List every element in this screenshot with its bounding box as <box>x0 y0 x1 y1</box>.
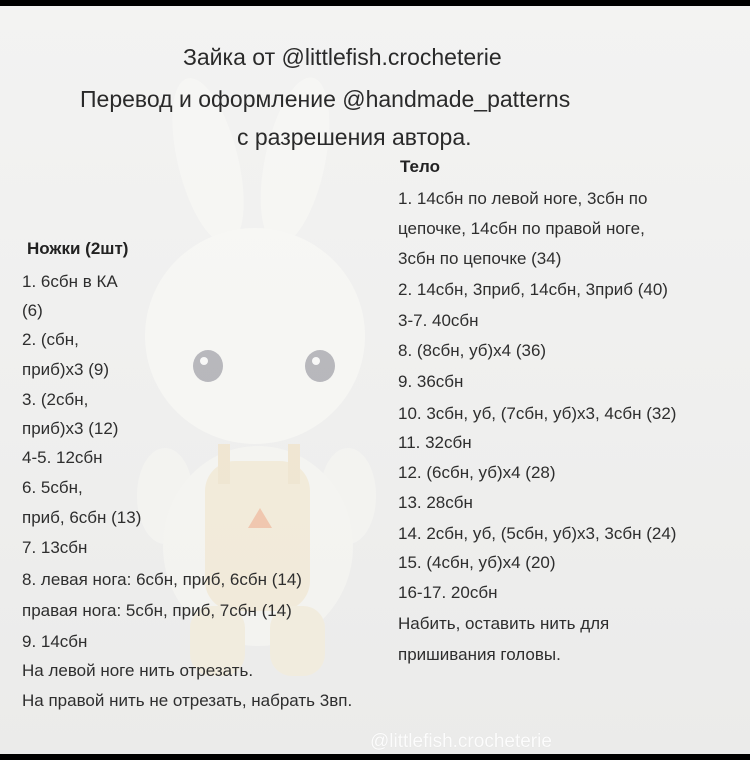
watermark: @littlefish.crocheterie <box>370 731 552 752</box>
legs-line: приб)х3 (9) <box>22 360 110 379</box>
bunny-toy-illustration <box>120 66 440 686</box>
legs-heading: Ножки (2шт) <box>27 239 129 258</box>
body-line: цепочке, 14сбн по правой ноге, <box>398 219 645 238</box>
legs-line: На правой нить не отрезать, набрать 3вп. <box>22 691 353 710</box>
title-line-3: с разрешения автора. <box>237 124 472 150</box>
legs-line: 2. (сбн, <box>22 330 79 349</box>
body-line: 9. 36сбн <box>398 372 464 391</box>
legs-line: 1. 6сбн в КА <box>22 272 118 291</box>
body-line: 12. (6сбн, уб)х4 (28) <box>398 463 556 482</box>
legs-line: 6. 5сбн, <box>22 478 83 497</box>
body-line: 1. 14сбн по левой ноге, 3сбн по <box>398 189 648 208</box>
body-line: 14. 2сбн, уб, (5сбн, уб)х3, 3сбн (24) <box>398 524 677 543</box>
body-line: Набить, оставить нить для <box>398 614 610 633</box>
body-line: 8. (8сбн, уб)х4 (36) <box>398 341 547 360</box>
legs-line: приб)х3 (12) <box>22 419 119 438</box>
legs-line: 7. 13сбн <box>22 538 88 557</box>
legs-line: 4-5. 12сбн <box>22 448 103 467</box>
legs-line: 9. 14сбн <box>22 632 88 651</box>
legs-line: (6) <box>22 301 43 320</box>
legs-line: приб, 6сбн (13) <box>22 508 142 527</box>
legs-line: 3. (2сбн, <box>22 390 89 409</box>
body-line: 3-7. 40сбн <box>398 311 479 330</box>
pattern-photo <box>0 6 750 754</box>
body-heading: Тело <box>400 157 440 176</box>
body-line: 10. 3сбн, уб, (7сбн, уб)х3, 4сбн (32) <box>398 404 677 423</box>
body-line: 13. 28сбн <box>398 493 473 512</box>
title-line-1: Зайка от @littlefish.crocheterie <box>183 44 502 70</box>
body-line: 3сбн по цепочке (34) <box>398 249 562 268</box>
legs-line: правая нога: 5сбн, приб, 7сбн (14) <box>22 601 292 620</box>
title-line-2: Перевод и оформление @handmade_patterns <box>80 86 571 112</box>
body-line: пришивания головы. <box>398 645 561 664</box>
body-line: 11. 32сбн <box>398 433 472 452</box>
legs-line: 8. левая нога: 6сбн, приб, 6сбн (14) <box>22 570 302 589</box>
legs-line: На левой ноге нить отрезать. <box>22 661 254 680</box>
body-line: 16-17. 20сбн <box>398 583 498 602</box>
bottom-border <box>0 754 750 760</box>
body-line: 15. (4сбн, уб)х4 (20) <box>398 553 556 572</box>
body-line: 2. 14сбн, 3приб, 14сбн, 3приб (40) <box>398 280 668 299</box>
